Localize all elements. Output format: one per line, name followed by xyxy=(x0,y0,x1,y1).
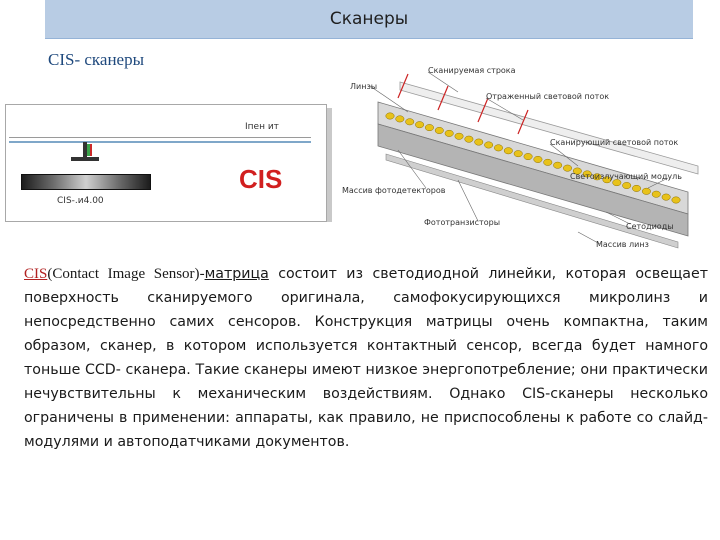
matrix-word: матрица xyxy=(204,266,269,282)
body-text: состоит из светодиодной линейки, которая освещает поверхность сканируемого оригинала, самофокусирующихся микролинз и непосредственно самих сенсоров. Конструкция матрицы очень компактна, таким образом, сканер, в котором используется контактный сенсор, всегда будет намного тоньше CCD- сканера. Такие сканеры имеют низкое энергопотребление; они практически нечувствительны к механическим воздействиям. Однако CIS-сканеры несколько ограничены в применении: аппараты, как правило, не приспособлены к работе со слайд-модулями и автоподатчиками документов. xyxy=(24,266,708,450)
led-bead xyxy=(465,136,473,142)
label-scanning-flux: Сканирующий световой поток xyxy=(550,138,679,147)
led-bead xyxy=(652,191,660,197)
label-scan-line: Сканируемая строка xyxy=(428,66,516,75)
led-bead xyxy=(563,165,571,171)
label-led-module: Светоизлучающий модуль xyxy=(570,172,682,181)
slide-title-bar xyxy=(45,0,693,39)
label-reflected-flux: Отраженный световой поток xyxy=(486,92,610,101)
led-bead xyxy=(662,194,670,200)
led-bead xyxy=(415,121,423,127)
scanner-glass xyxy=(9,141,311,143)
label-leds: Сетодиоды xyxy=(626,222,674,231)
figure-shadow-right xyxy=(327,108,332,222)
led-bead xyxy=(544,159,552,165)
led-bead xyxy=(524,153,532,159)
led-bead xyxy=(396,116,404,122)
led-bead xyxy=(455,133,463,139)
body-paragraph xyxy=(24,262,708,454)
led-bead xyxy=(475,139,483,145)
label-lenses: Линзы xyxy=(350,82,378,91)
led-bead xyxy=(435,127,443,133)
cis-cross-section-figure xyxy=(5,104,327,222)
sensor-mount xyxy=(71,157,99,161)
led-bead xyxy=(632,185,640,191)
original-document-line xyxy=(9,137,311,138)
led-bead xyxy=(386,113,394,119)
term-dash: - xyxy=(199,266,205,282)
cis-module-bar xyxy=(21,174,151,190)
slide-title: Сканеры xyxy=(329,9,409,29)
led-bead xyxy=(494,145,502,151)
led-bead xyxy=(514,150,522,156)
term-expansion: (Contact Image Sensor) xyxy=(47,266,200,282)
led-bead xyxy=(484,142,492,148)
cis-module-diagram xyxy=(338,64,708,254)
leader-scan-line xyxy=(428,72,458,92)
sensor-led-red xyxy=(90,144,92,156)
led-bead xyxy=(504,148,512,154)
led-bead xyxy=(672,197,680,203)
cis-label: CIS xyxy=(239,164,283,194)
original-label: Іпен ит xyxy=(245,122,279,132)
cis-module-label: CIS-.и4.00 xyxy=(57,196,104,206)
section-subtitle: CIS- сканеры xyxy=(48,50,145,69)
label-phototransistors: Фототранзисторы xyxy=(424,218,501,227)
led-bead xyxy=(425,124,433,130)
term-cis: CIS xyxy=(24,266,48,282)
led-bead xyxy=(445,130,453,136)
led-bead xyxy=(553,162,561,168)
label-photodetector-array: Массив фотодетекторов xyxy=(342,186,446,195)
led-bead xyxy=(406,119,414,125)
led-bead xyxy=(622,182,630,188)
led-bead xyxy=(642,188,650,194)
label-lens-array: Массив линз xyxy=(596,240,649,249)
led-bead xyxy=(534,156,542,162)
